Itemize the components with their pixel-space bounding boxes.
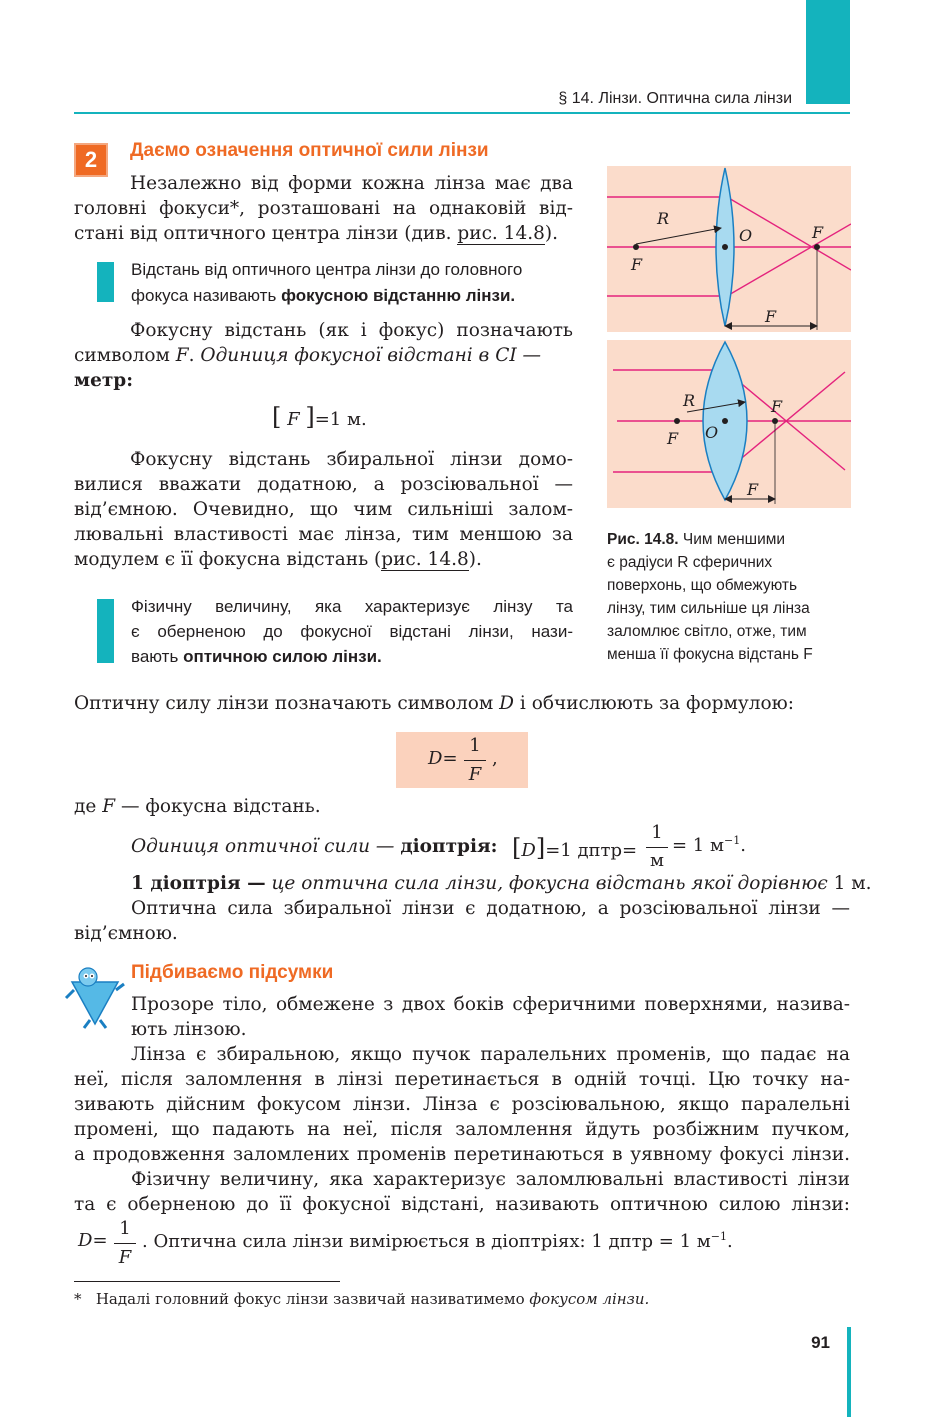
caption-line: поверхонь, що обмежують — [607, 577, 798, 594]
definition-optical-power — [131, 594, 573, 669]
label-R: R — [683, 391, 696, 410]
definition-line: фокуса називають фокусною відстанню лінзи. — [131, 286, 516, 305]
paragraph-focal-sign — [74, 447, 573, 572]
definition-line: Фізичну величину, яка характеризує лінзу та — [131, 597, 573, 616]
summary-title: Підбиваємо підсумки — [131, 962, 334, 983]
figure-14-8 — [607, 166, 851, 508]
paragraph-focal-symbol — [74, 318, 573, 393]
optical-power-formula-box — [396, 732, 528, 788]
label-F: F — [812, 223, 824, 242]
header-tab — [806, 0, 850, 104]
section-title: Даємо означення оптичної сили лінзи — [130, 140, 489, 161]
caption-line: заломлює світло, отже, тим — [607, 623, 807, 640]
definition-bar — [97, 262, 114, 302]
figure-link[interactable]: рис. 14.8 — [457, 223, 545, 244]
label-F: F — [771, 397, 783, 416]
optical-power-intro: Оптичну силу лінзи позначають символом D і обчислюють за формулою: — [74, 693, 795, 714]
definition-line: є оберненою до фокусної відстані лінзи, нази- — [131, 622, 573, 641]
footnote-rule — [74, 1281, 340, 1282]
text-line: головні фокуси*, розташовані на однаковій від- — [74, 198, 573, 219]
page-number: 91 — [811, 1333, 830, 1352]
text-line: Незалежно від форми кожна лінза має два — [130, 173, 573, 194]
text-line: Фокусну відстань збиральної лінзи домо- — [130, 449, 573, 470]
definition-term: фокусною відстанню лінзи. — [281, 286, 516, 305]
definition-line: вають оптичною силою лінзи. — [131, 647, 382, 666]
definition-line: Відстань від оптичного центра лінзи до головного — [131, 260, 523, 279]
caption-label: Рис. 14.8. — [607, 531, 679, 548]
text-line: Фокусну відстань (як і фокус) позначають — [130, 320, 573, 341]
label-O: O — [705, 423, 719, 442]
text-line: від’ємною. Очевидно, що чим сильніші залом- — [74, 499, 573, 520]
definition-bar — [97, 599, 114, 663]
focal-unit-formula: [ F ]=1 м. — [272, 403, 367, 431]
figure-link[interactable]: рис. 14.8 — [381, 549, 469, 570]
summary-text: Прозоре тіло, обмежене з двох боків сферичними поверхнями, назива- ють лінзою. Лінза є збиральною, якщо пучок паралельних променів, що падає на неї, після заломлення в лінзі перетинається в одній точці. Цю точку на- зивають дійсним фокусом лінзи. Лінза є розсіювальною, якщо паралельні промені, що падають на неї, після заломлення йдуть розбіжним пучком, а продовження заломлених променів перетинаються в уявному фокусі лінзи. Фізичну величину, яка характеризує заломлювальні властивості лінзи та є оберненою до її фокусної відстані, називають оптичною силою лінзи: — [74, 994, 850, 1215]
label-F: F — [667, 429, 679, 448]
text-line: модулем є її фокусна відстань (рис. 14.8). — [74, 549, 482, 570]
footnote: * Надалі головний фокус лінзи зазвичай називатимемо фокусом лінзи. — [74, 1290, 650, 1308]
sign-paragraph: Оптична сила збиральної лінзи є додатною, а розсіювальної лінзи — від’ємною. — [74, 898, 850, 944]
text-line: метр: — [74, 370, 134, 391]
label-O: O — [739, 226, 753, 245]
definition-term: оптичною силою лінзи. — [183, 647, 382, 666]
text-line: вилися вважати додатною, а розсіювальної — — [74, 474, 573, 495]
caption-line: менша її фокусна відстань F — [607, 646, 813, 663]
label-F: F — [747, 480, 759, 499]
label-R: R — [657, 209, 670, 228]
section-number-badge: 2 — [74, 143, 108, 177]
running-title: § 14. Лінзи. Оптична сила лінзи — [558, 90, 792, 107]
paragraph-focus-intro — [74, 171, 573, 246]
header-rule — [74, 112, 850, 114]
definition-focal-length — [131, 257, 522, 309]
caption-line: лінзу, тим сильніше ця лінза — [607, 600, 810, 617]
label-F: F — [765, 307, 777, 326]
diopter-definition: 1 діоптрія — це оптична сила лінзи, фокусна відстань якої дорівнює 1 м. — [131, 873, 872, 894]
text-line: стані від оптичного центра лінзи (див. рис. 14.8). — [74, 223, 558, 244]
text-line: символом F. Одиниця фокусної відстані в СІ — — [74, 345, 542, 366]
where-text: де F — фокусна відстань. — [74, 796, 321, 817]
unit-definition: Одиниця оптичної сили — діоптрія: — [131, 836, 498, 857]
figure-caption: Рис. 14.8. Чим меншими є радіуси R сферичних поверхонь, що обмежують лінзу, тим сильніше ця лінза заломлює світло, отже, тим менша її фокусна відстань F — [607, 528, 813, 666]
label-F: F — [631, 255, 643, 274]
page-edge-bar — [847, 1327, 851, 1417]
caption-line: є радіуси R сферичних — [607, 554, 773, 571]
text-line: лювальні властивості має лінза, тим меншою за — [74, 524, 573, 545]
